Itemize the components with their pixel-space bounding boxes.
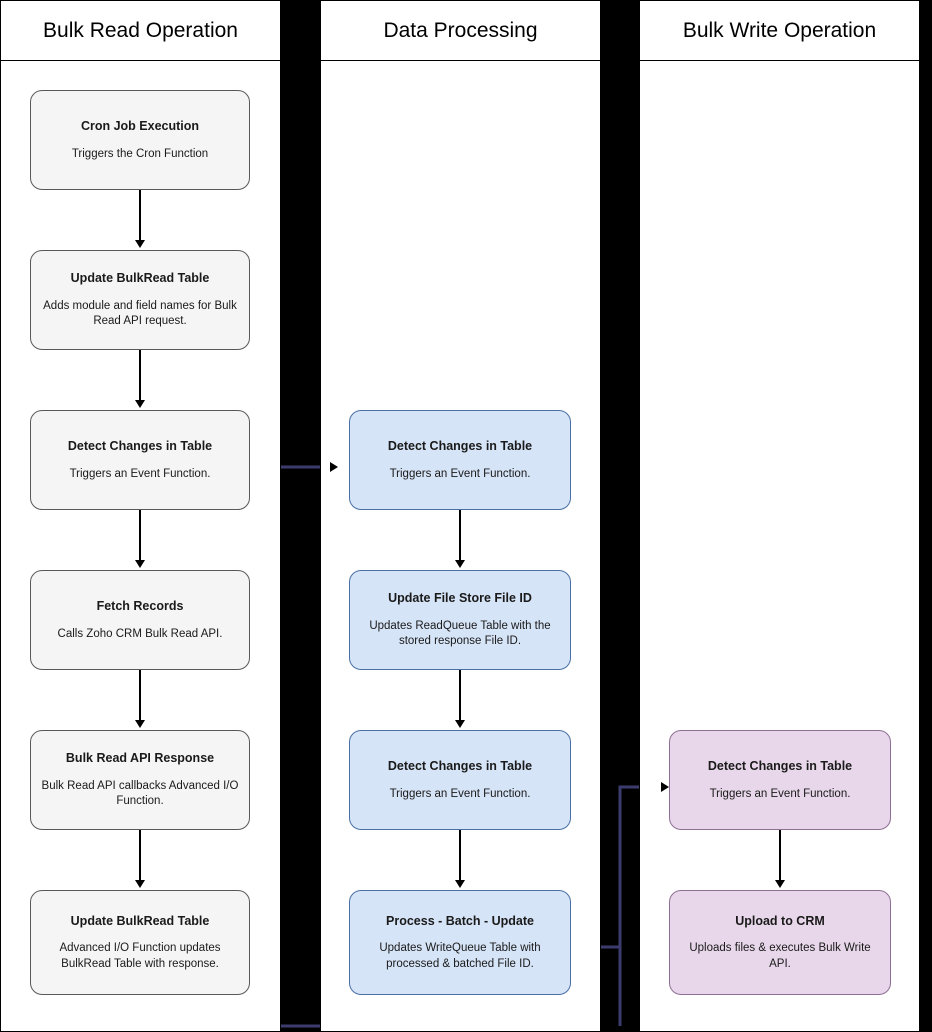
node-description: Advanced I/O Function updates BulkRead Table with response.: [59, 942, 221, 970]
node-description: Triggers an Event Function.: [389, 787, 531, 800]
lane-title-data-processing: Data Processing: [321, 1, 600, 61]
node-title: Detect Changes in Table: [387, 758, 533, 773]
arrow-head: [135, 720, 145, 728]
node-description: Bulk Read API callbacks Advanced I/O Function.: [41, 779, 239, 808]
node-description: Calls Zoho CRM Bulk Read API.: [57, 627, 223, 640]
node-detect-changes-in-table-proc-1[interactable]: [349, 410, 571, 510]
node-description: Triggers the Cron Function: [71, 147, 209, 160]
node-detect-changes-in-table-proc-2[interactable]: [349, 730, 571, 830]
arrow-line: [139, 670, 141, 722]
arrow-head: [135, 240, 145, 248]
node-description: Updates WriteQueue Table with processed & batched File ID.: [379, 942, 541, 970]
arrow-head: [661, 782, 669, 792]
node-description: Triggers an Event Function.: [69, 467, 211, 480]
node-title: Update File Store File ID: [388, 591, 532, 606]
node-title: Detect Changes in Table: [707, 758, 853, 773]
node-title: Cron Job Execution: [80, 118, 200, 133]
node-detect-changes-in-table-read[interactable]: [30, 410, 250, 510]
node-fetch-records[interactable]: [30, 570, 250, 670]
node-title: Detect Changes in Table: [67, 438, 213, 453]
node-detect-changes-in-table-write[interactable]: [669, 730, 891, 830]
node-update-bulkread-table-1[interactable]: [30, 250, 250, 350]
node-upload-to-crm[interactable]: [669, 890, 891, 995]
node-process-batch-update[interactable]: [349, 890, 571, 995]
node-cron-job-execution[interactable]: [30, 90, 250, 190]
node-title: Update BulkRead Table: [70, 913, 210, 928]
node-description: Adds module and field names for Bulk Read API request.: [43, 299, 237, 328]
lane-title-bulk-write: Bulk Write Operation: [640, 1, 919, 61]
arrow-head: [330, 462, 338, 472]
arrow-line: [139, 510, 141, 562]
arrow-head: [135, 400, 145, 408]
arrow-line: [459, 830, 461, 882]
arrow-head: [135, 560, 145, 568]
node-title: Fetch Records: [96, 598, 184, 613]
arrow-line: [459, 670, 461, 722]
arrow-line: [139, 830, 141, 882]
arrow-line: [459, 510, 461, 562]
node-title: Update BulkRead Table: [70, 271, 210, 286]
node-title: Bulk Read API Response: [65, 751, 215, 766]
node-description: Triggers an Event Function.: [389, 467, 531, 480]
arrow-head: [775, 880, 785, 888]
node-update-file-store-file-id[interactable]: [349, 570, 571, 670]
arrow-head: [455, 880, 465, 888]
arrow-head: [455, 720, 465, 728]
arrow-line: [779, 830, 781, 882]
arrow-head: [455, 560, 465, 568]
node-title: Process - Batch - Update: [386, 913, 534, 928]
node-description: Updates ReadQueue Table with the stored response File ID.: [369, 619, 551, 648]
arrow-line: [139, 350, 141, 402]
lane-title-bulk-read: Bulk Read Operation: [1, 1, 280, 61]
node-title: Upload to CRM: [735, 913, 825, 928]
lane-data-processing: [320, 0, 601, 1032]
arrow-head: [135, 880, 145, 888]
arrow-line: [139, 190, 141, 242]
node-title: Detect Changes in Table: [387, 438, 533, 453]
node-bulk-read-api-response[interactable]: [30, 730, 250, 830]
node-description: Triggers an Event Function.: [709, 787, 851, 800]
node-update-bulkread-table-2[interactable]: [30, 890, 250, 995]
node-description: Uploads files & executes Bulk Write API.: [689, 942, 871, 970]
